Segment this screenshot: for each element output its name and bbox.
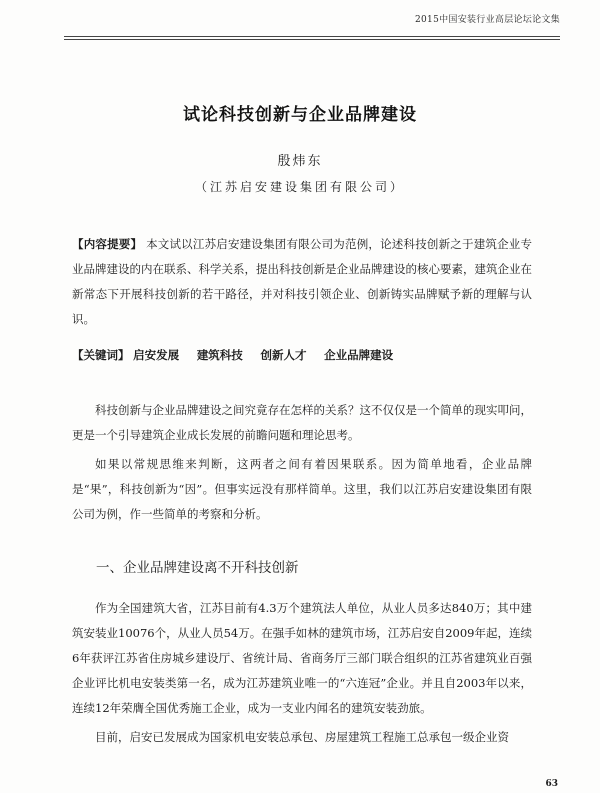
keywords	[72, 346, 532, 364]
section-heading: 一、企业品牌建设离不开科技创新	[96, 560, 299, 576]
keywords-label: 【关键词】	[72, 348, 130, 362]
intro-paragraph: 如果以常规思维来判断，这两者之间有着因果联系。因为简单地看，企业品牌是“果”，科技创新为“因”。但事实远没有那样简单。这里，我们以江苏启安建设集团有限公司为例，作一些简单的考察和分析。	[72, 457, 532, 521]
introduction	[72, 398, 532, 531]
abstract-label: 【内容提要】	[72, 237, 143, 251]
intro-paragraph: 科技创新与企业品牌建设之间究竟存在怎样的关系？这不仅仅是一个简单的现实叩问，更是一个引导建筑企业成长发展的前瞻问题和理论思考。	[72, 403, 532, 442]
abstract-text: 本文试以江苏启安建设集团有限公司为范例，论述科技创新之于建筑企业专业品牌建设的内在联系、科学关系，提出科技创新是企业品牌建设的核心要素，建筑企业在新常态下开展科技创新的若干路径，并对科技引领企业、创新铸实品牌赋予新的理解与认识。	[72, 237, 533, 326]
article-title: 试论科技创新与企业品牌建设	[183, 105, 417, 125]
page-number: 63	[545, 779, 558, 789]
author-affiliation: （江苏启安建设集团有限公司）	[194, 180, 405, 194]
author-name: 殷炜东	[277, 154, 323, 169]
running-header: 2015中国安装行业高层论坛论文集	[414, 15, 560, 25]
keyword: 启安发展	[133, 348, 180, 362]
abstract	[72, 232, 532, 332]
header-rule	[64, 36, 560, 40]
section-body	[72, 596, 532, 754]
keyword: 创新人才	[260, 348, 307, 362]
keyword: 建筑科技	[196, 348, 243, 362]
body-paragraph: 目前，启安已发展成为国家机电安装总承包、房屋建筑工程施工总承包一级企业资	[95, 730, 509, 744]
keyword: 企业品牌建设	[324, 348, 394, 362]
body-paragraph: 作为全国建筑大省，江苏目前有4.3万个建筑法人单位，从业人员多达840万；其中建筑安装业10076个，从业人员54万。在强手如林的建筑市场，江苏启安自2009年起，连续6年获评江苏省住房城乡建设厅、省统计局、省商务厅三部门联合组织的江苏省建筑业百强企业评比机电安装类第一名，成为江苏建筑业唯一的“六连冠”企业。并且自2003年以来，连续12年荣膺全国优秀施工企业，成为一支业内闻名的建筑安装劲旅。	[72, 601, 532, 715]
